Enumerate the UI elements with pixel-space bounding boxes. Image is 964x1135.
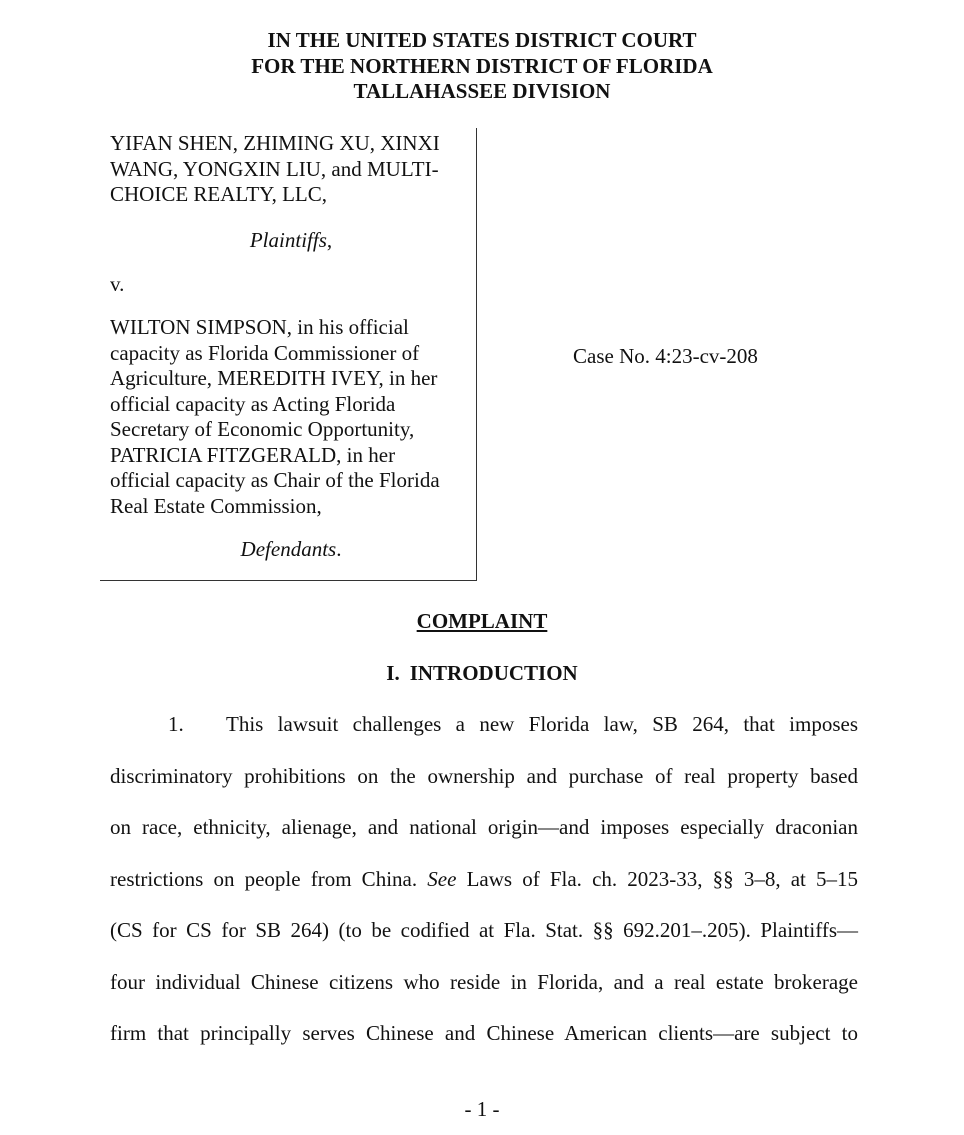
paragraph-line: [110, 867, 858, 919]
plaintiffs-block: [110, 131, 472, 253]
paragraph-line: firm that principally serves Chinese and Chinese American clients—are subject to: [110, 1021, 858, 1045]
defendants-line: PATRICIA FITZGERALD, in her: [110, 442, 396, 467]
defendants-line: official capacity as Chair of the Florida: [110, 468, 440, 492]
section-number: I.: [386, 661, 400, 685]
plaintiffs-role-label: Plaintiffs: [249, 227, 327, 252]
citation-text: Laws of Fla. ch. 2023-33, §§ 3–8, at 5–15: [466, 866, 859, 891]
document-title: COMPLAINT: [416, 609, 548, 633]
plaintiffs-line: YIFAN SHEN, ZHIMING XU, XINXI: [110, 131, 440, 155]
plaintiffs-line: WANG, YONGXIN LIU, and MULTI-: [110, 156, 439, 181]
paragraph-number: 1.: [168, 712, 184, 736]
caption-vertical-rule: [476, 128, 477, 581]
defendants-role-punct: .: [336, 537, 342, 561]
paragraph-1: [110, 712, 858, 1073]
paragraph-line: (CS for CS for SB 264) (to be codified at Fla. Stat. §§ 692.201–.205). Plaintiffs—: [110, 918, 858, 942]
defendants-line: official capacity as Acting Florida: [110, 391, 396, 416]
paragraph-line: [110, 712, 858, 764]
plaintiffs-role: [110, 228, 472, 254]
paragraph-line: four individual Chinese citizens who reside in Florida, and a real estate brokerage: [110, 969, 858, 994]
division-line: TALLAHASSEE DIVISION: [353, 79, 611, 103]
section-heading: [0, 661, 964, 686]
defendants-line: Agriculture, MEREDITH IVEY, in her: [110, 366, 438, 390]
plaintiffs-line: CHOICE REALTY, LLC,: [110, 182, 328, 206]
citation-signal: See: [427, 866, 457, 891]
case-number: Case No. 4:23-cv-208: [573, 344, 758, 368]
paragraph-line-text: restrictions on people from China.: [110, 866, 418, 891]
page-number: - 1 -: [464, 1097, 500, 1121]
court-name-line: IN THE UNITED STATES DISTRICT COURT: [267, 28, 697, 52]
paragraph-line: discriminatory prohibitions on the ownership and purchase of real property based: [110, 763, 858, 788]
defendants-line: capacity as Florida Commissioner of: [110, 340, 420, 365]
paragraph-line: on race, ethnicity, alienage, and national origin—and imposes especially draconian: [110, 815, 858, 839]
district-line: FOR THE NORTHERN DISTRICT OF FLORIDA: [251, 53, 713, 78]
defendants-line: Real Estate Commission,: [110, 493, 322, 518]
plaintiffs-role-punct: ,: [326, 227, 333, 252]
defendants-role: [110, 537, 472, 563]
paragraph-line-text: This lawsuit challenges a new Florida law, SB 264, that imposes: [226, 712, 858, 736]
caption-horizontal-rule: [100, 580, 477, 581]
defendants-block: [110, 315, 472, 563]
defendants-line: Secretary of Economic Opportunity,: [110, 417, 415, 441]
court-heading: [0, 28, 964, 105]
versus: v.: [110, 272, 125, 296]
defendants-line: WILTON SIMPSON, in his official: [110, 315, 409, 339]
section-title: INTRODUCTION: [409, 661, 578, 685]
defendants-role-label: Defendants: [240, 537, 337, 561]
